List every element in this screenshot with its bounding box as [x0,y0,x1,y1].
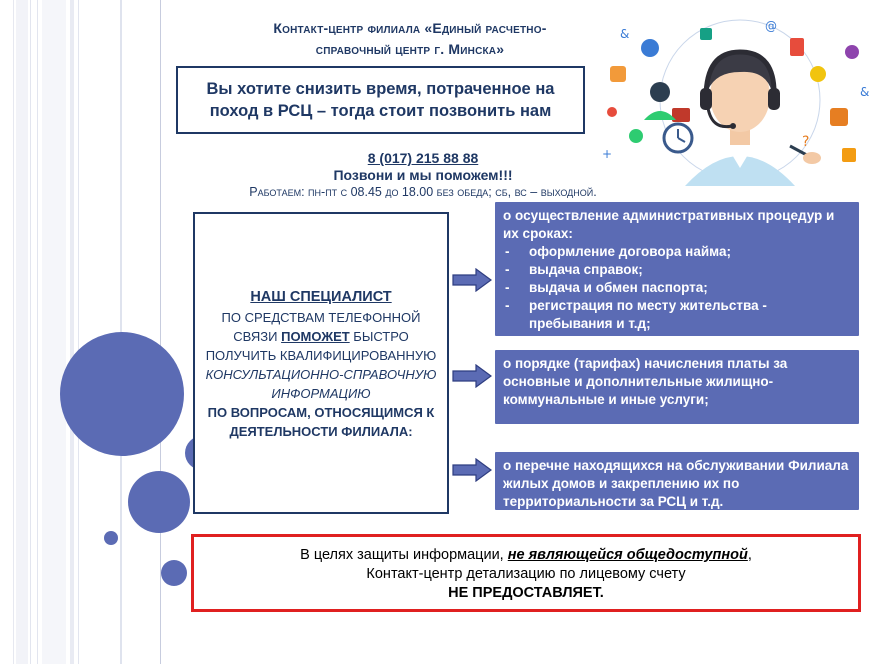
page-title [200,18,620,60]
topic-list [503,243,851,333]
specialist-panel [193,212,449,514]
warning-line: НЕ ПРЕДОСТАВЛЯЕТ. [448,585,604,601]
clock-icon [664,124,692,152]
svg-text:&: & [620,27,630,41]
call-to-action: Позвони и мы поможем!!! [333,167,513,183]
arrow-right-icon [452,364,492,388]
specialist-line: ПО СРЕДСТВАМ ТЕЛЕФОННОЙ [221,309,421,325]
warning-text: В целях защиты информации, [300,547,508,563]
topic-intro: о осуществление административных процедур и их сроках: [503,208,835,241]
decor-circle-small [161,560,187,586]
privacy-warning [191,534,861,612]
specialist-line [233,327,408,346]
svg-text:&: & [860,85,870,99]
operator-figure [685,52,795,186]
specialist-heading: НАШ СПЕЦИАЛИСТ [250,288,392,305]
topic-text: о перечне находящихся на обслуживании Филиала жилых домов и закреплению их по территориальности за РСЦ и т.д. [503,458,849,509]
list-item: - выдача справок; [503,261,851,279]
small-operator-icon [644,82,676,120]
list-item: - регистрация по месту жительства - пребывания и т.д; [503,297,851,333]
topic-text: о порядке (тарифах) начисления платы за основные и дополнительные жилищно-коммунальные и иные услуги; [503,356,788,407]
topic-box-tariffs [495,350,859,424]
hero-line: Вы хотите снизить время, потраченное на [206,80,555,98]
arrow-right-icon [452,268,492,292]
contact-info [200,150,646,200]
svg-text:+: + [602,147,613,161]
svg-text:@: @ [765,19,777,33]
warning-line: Контакт-центр детализацию по лицевому счету [366,566,686,582]
decor-stripe [160,0,161,664]
decor-circle-small [104,531,118,545]
decor-stripe [78,0,88,664]
hero-callout [176,66,585,134]
warning-text: , [747,547,752,563]
topic-box-procedures [495,202,859,336]
list-item: - оформление договора найма; [503,243,851,261]
decor-stripe [0,0,14,664]
decor-stripe [16,0,28,664]
specialist-help-word: ПОМОЖЕТ [281,328,350,344]
phone-number[interactable]: 8 (017) 215 88 88 [367,150,479,166]
working-hours: Работаем: пн-пт с 08.45 до 18.00 без обеда; сб, вс – выходной. [249,185,597,199]
list-item: - выдача и обмен паспорта; [503,279,851,297]
specialist-line: КОНСУЛЬТАЦИОННО-СПРАВОЧНУЮ [205,366,437,382]
warning-line [194,546,858,565]
decor-circle-medium [128,471,190,533]
specialist-line: ДЕЯТЕЛЬНОСТИ ФИЛИАЛА: [229,423,413,439]
hero-line: поход в РСЦ – тогда стоит позвонить нам [209,102,552,120]
specialist-line: ПОЛУЧИТЬ КВАЛИФИЦИРОВАННУЮ [205,347,437,363]
specialist-text: СВЯЗИ [233,328,282,344]
decor-stripe [30,0,38,664]
title-line: Контакт-центр филиала «Единый расчетно- [273,20,547,36]
specialist-text: БЫСТРО [349,328,409,344]
warning-emphasis: не являющейся общедоступной [507,547,748,563]
title-line: справочный центр г. Минска» [315,41,505,57]
specialist-line: ИНФОРМАЦИЮ [271,385,371,401]
decor-circle-large [60,332,184,456]
decor-stripe [42,0,66,664]
decor-stripe [70,0,74,664]
svg-text:?: ? [802,134,810,150]
specialist-line: ПО ВОПРОСАМ, ОТНОСЯЩИМСЯ К [207,404,435,420]
arrow-right-icon [452,458,492,482]
call-center-operator-illustration [590,8,880,188]
topic-box-houses [495,452,859,510]
